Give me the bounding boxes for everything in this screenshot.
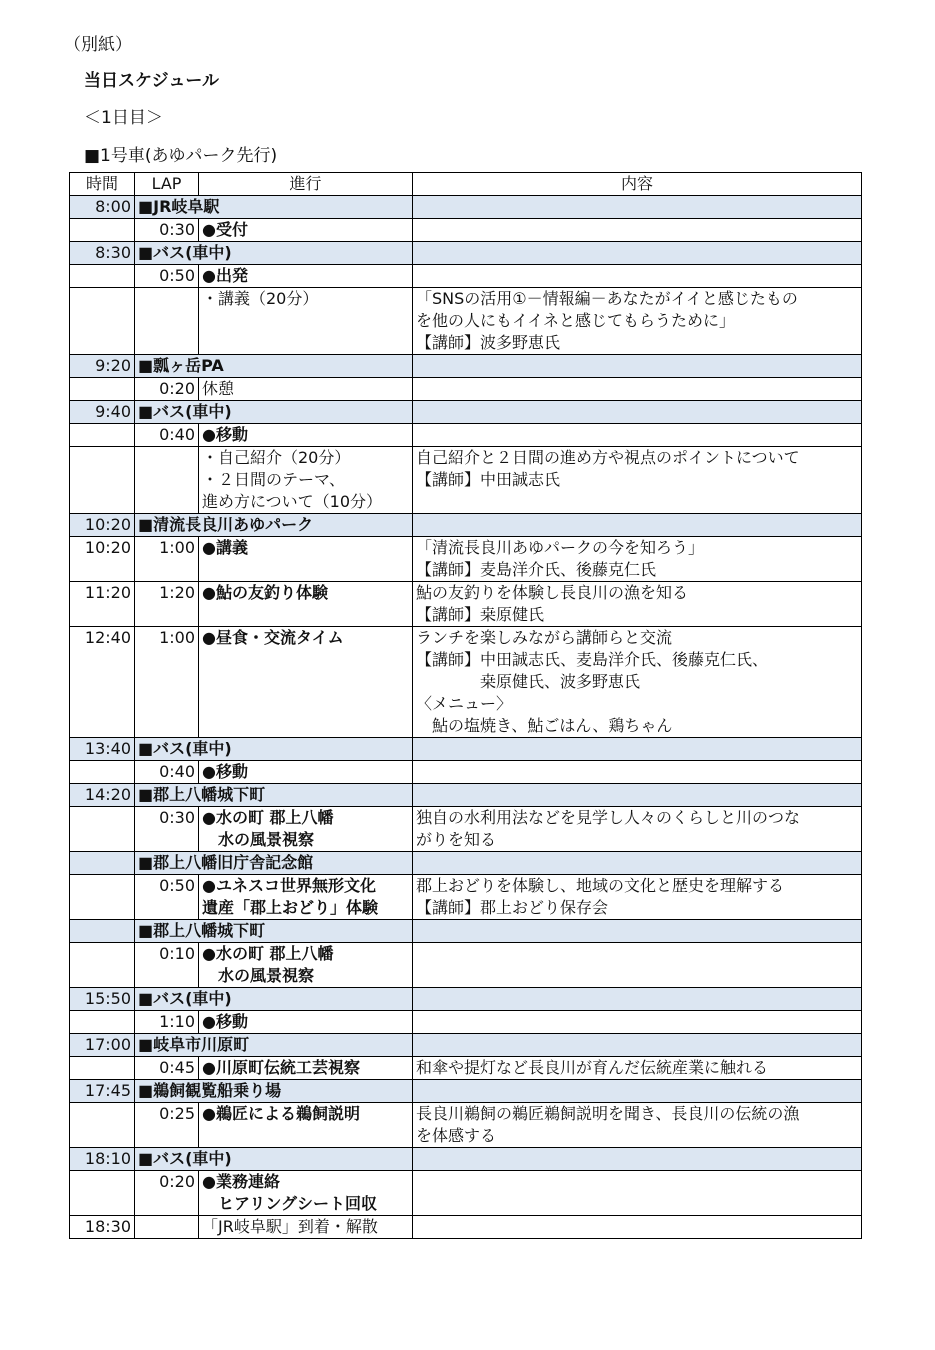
location-row [70, 514, 862, 537]
progress-cell [199, 378, 413, 401]
content-cell [413, 447, 862, 514]
activity-row [70, 219, 862, 242]
location-cell: ■郡上八幡旧庁舎記念館 [135, 852, 413, 875]
time-cell: 10:20 [70, 537, 135, 582]
time-cell [70, 424, 135, 447]
content-line: 長良川鵜飼の鵜匠鵜飼説明を聞き、長良川の伝統の漁 [416, 1104, 800, 1123]
content-cell [413, 265, 862, 288]
schedule-body [70, 196, 862, 1239]
content-cell [413, 288, 862, 355]
progress-line: ●川原町伝統工芸視察 [202, 1058, 360, 1077]
lap-cell: 0:40 [135, 761, 199, 784]
lap-cell: 1:10 [135, 1011, 199, 1034]
content-cell [413, 807, 862, 852]
progress-line: 「JR岐阜駅」到着・解散 [202, 1217, 378, 1236]
content-line: 【講師】中田誠志氏 [416, 470, 561, 489]
progress-line: ・２日間のテーマ、 [202, 470, 346, 489]
content-cell [413, 582, 862, 627]
time-cell: 17:45 [70, 1080, 135, 1103]
time-cell: 12:40 [70, 627, 135, 738]
location-cell: ■岐阜市川原町 [135, 1034, 413, 1057]
lap-cell: 1:20 [135, 582, 199, 627]
content-cell [413, 1034, 862, 1057]
content-cell [413, 988, 862, 1011]
progress-cell [199, 219, 413, 242]
progress-cell [199, 943, 413, 988]
progress-cell [199, 1216, 413, 1239]
content-line: 【講師】中田誠志氏、麦島洋介氏、後藤克仁氏、 [416, 650, 769, 669]
progress-line: ●移動 [202, 762, 248, 781]
column-header-lap: LAP [135, 173, 199, 196]
content-cell [413, 219, 862, 242]
lap-cell: 0:20 [135, 378, 199, 401]
progress-cell [199, 537, 413, 582]
content-line: 鮎の友釣りを体験し長良川の漁を知る [416, 583, 689, 602]
content-cell [413, 514, 862, 537]
content-cell [413, 242, 862, 265]
content-cell [413, 1057, 862, 1080]
activity-row [70, 447, 862, 514]
progress-cell [199, 627, 413, 738]
location-cell: ■JR岐阜駅 [135, 196, 413, 219]
location-row [70, 1148, 862, 1171]
location-row [70, 355, 862, 378]
progress-cell [199, 807, 413, 852]
lap-cell: 0:20 [135, 1171, 199, 1216]
time-cell [70, 265, 135, 288]
location-cell: ■郡上八幡城下町 [135, 920, 413, 943]
time-cell [70, 852, 135, 875]
location-row [70, 920, 862, 943]
content-line: 【講師】波多野恵氏 [416, 333, 561, 352]
progress-line: ●業務連絡 [202, 1172, 280, 1191]
bus-label: ■1号車(あゆパーク先行) [84, 146, 278, 166]
time-cell: 18:30 [70, 1216, 135, 1239]
time-cell: 9:20 [70, 355, 135, 378]
lap-cell: 0:50 [135, 265, 199, 288]
progress-line: ●出発 [202, 266, 248, 285]
activity-row [70, 378, 862, 401]
time-cell [70, 920, 135, 943]
lap-cell: 1:00 [135, 537, 199, 582]
table-header-row [70, 173, 862, 196]
time-cell [70, 807, 135, 852]
page-title: 当日スケジュール [84, 71, 219, 91]
progress-line: ●昼食・交流タイム [202, 628, 344, 647]
progress-cell [199, 447, 413, 514]
activity-row [70, 1057, 862, 1080]
content-cell [413, 196, 862, 219]
time-cell [70, 447, 135, 514]
schedule-table [69, 172, 862, 1239]
location-row [70, 784, 862, 807]
column-header-progress: 進行 [199, 173, 413, 196]
content-cell [413, 1216, 862, 1239]
lap-cell: 0:50 [135, 875, 199, 920]
progress-line: 休憩 [202, 379, 235, 398]
location-cell: ■郡上八幡城下町 [135, 784, 413, 807]
content-cell [413, 761, 862, 784]
progress-line: ●移動 [202, 425, 248, 444]
day-label: ＜1日目＞ [84, 108, 163, 128]
lap-cell: 0:10 [135, 943, 199, 988]
time-cell: 9:40 [70, 401, 135, 424]
time-cell [70, 761, 135, 784]
progress-cell [199, 288, 413, 355]
time-cell: 10:20 [70, 514, 135, 537]
content-line: 独自の水利用法などを見学し人々のくらしと川のつな [416, 808, 801, 827]
progress-cell [199, 1171, 413, 1216]
content-cell [413, 627, 862, 738]
activity-row [70, 288, 862, 355]
progress-line: ・自己紹介（20分） [202, 448, 351, 467]
activity-row [70, 943, 862, 988]
time-cell: 8:30 [70, 242, 135, 265]
time-cell: 15:50 [70, 988, 135, 1011]
progress-line: ●鮎の友釣り体験 [202, 583, 328, 602]
content-line: 鮎の塩焼き、鮎ごはん、鶏ちゃん [416, 716, 673, 735]
progress-line: ●鵜匠による鵜飼説明 [202, 1104, 360, 1123]
location-row [70, 738, 862, 761]
content-line: ランチを楽しみながら講師らと交流 [416, 628, 673, 647]
progress-line: ●ユネスコ世界無形文化 [202, 876, 376, 895]
content-cell [413, 401, 862, 424]
progress-line: ●講義 [202, 538, 248, 557]
time-cell [70, 943, 135, 988]
activity-row [70, 265, 862, 288]
lap-cell: 0:30 [135, 807, 199, 852]
content-cell [413, 537, 862, 582]
progress-cell [199, 1011, 413, 1034]
progress-line: 進め方について（10分） [202, 492, 383, 511]
progress-line: 水の風景視察 [202, 830, 315, 849]
progress-cell [199, 1057, 413, 1080]
content-line: 自己紹介と２日間の進め方や視点のポイントについて [416, 448, 800, 467]
time-cell: 14:20 [70, 784, 135, 807]
activity-row [70, 582, 862, 627]
content-line: 桒原健氏、波多野恵氏 [416, 672, 641, 691]
content-line: 郡上おどりを体験し、地域の文化と歴史を理解する [416, 876, 785, 895]
activity-row [70, 761, 862, 784]
lap-cell [135, 288, 199, 355]
content-cell [413, 920, 862, 943]
location-cell: ■バス(車中) [135, 401, 413, 424]
time-cell [70, 1057, 135, 1080]
progress-line: ●移動 [202, 1012, 248, 1031]
content-cell [413, 1171, 862, 1216]
progress-cell [199, 761, 413, 784]
content-cell [413, 875, 862, 920]
time-cell [70, 219, 135, 242]
content-cell [413, 738, 862, 761]
time-cell [70, 288, 135, 355]
content-cell [413, 852, 862, 875]
content-cell [413, 784, 862, 807]
location-row [70, 988, 862, 1011]
time-cell [70, 875, 135, 920]
content-line: 「清流長良川あゆパークの今を知ろう」 [416, 538, 705, 557]
activity-row [70, 1011, 862, 1034]
content-line: 〈メニュー〉 [416, 694, 513, 713]
progress-cell [199, 1103, 413, 1148]
location-cell: ■鵜飼観覧船乗り場 [135, 1080, 413, 1103]
location-cell: ■瓢ヶ岳PA [135, 355, 413, 378]
activity-row [70, 537, 862, 582]
content-line: を体感する [416, 1126, 497, 1145]
activity-row [70, 1103, 862, 1148]
location-cell: ■清流長良川あゆパーク [135, 514, 413, 537]
location-cell: ■バス(車中) [135, 1148, 413, 1171]
activity-row [70, 424, 862, 447]
progress-cell [199, 875, 413, 920]
time-cell [70, 1103, 135, 1148]
content-line: 「SNSの活用①－情報編－あなたがイイと感じたもの [416, 289, 798, 308]
lap-cell: 0:25 [135, 1103, 199, 1148]
progress-line: ヒアリングシート回収 [202, 1194, 378, 1213]
activity-row [70, 807, 862, 852]
content-line: 【講師】郡上おどり保存会 [416, 898, 609, 917]
time-cell: 8:00 [70, 196, 135, 219]
lap-cell: 0:45 [135, 1057, 199, 1080]
time-cell [70, 1171, 135, 1216]
activity-row [70, 1216, 862, 1239]
time-cell [70, 378, 135, 401]
location-row [70, 242, 862, 265]
time-cell: 17:00 [70, 1034, 135, 1057]
column-header-content: 内容 [413, 173, 862, 196]
time-cell: 11:20 [70, 582, 135, 627]
content-cell [413, 943, 862, 988]
time-cell: 18:10 [70, 1148, 135, 1171]
time-cell: 13:40 [70, 738, 135, 761]
progress-cell [199, 424, 413, 447]
content-cell [413, 424, 862, 447]
progress-line: ・講義（20分） [202, 289, 319, 308]
progress-cell [199, 265, 413, 288]
activity-row [70, 1171, 862, 1216]
content-line: 【講師】麦島洋介氏、後藤克仁氏 [416, 560, 657, 579]
location-row [70, 1034, 862, 1057]
content-cell [413, 1103, 862, 1148]
location-cell: ■バス(車中) [135, 738, 413, 761]
content-line: 【講師】桒原健氏 [416, 605, 545, 624]
location-row [70, 852, 862, 875]
content-line: を他の人にもイイネと感じてもらうために」 [416, 311, 736, 330]
lap-cell: 0:40 [135, 424, 199, 447]
content-line: 和傘や提灯など長良川が育んだ伝統産業に触れる [416, 1058, 769, 1077]
column-header-time: 時間 [70, 173, 135, 196]
location-row [70, 1080, 862, 1103]
lap-cell: 0:30 [135, 219, 199, 242]
content-cell [413, 1080, 862, 1103]
activity-row [70, 627, 862, 738]
progress-cell [199, 582, 413, 627]
location-row [70, 196, 862, 219]
activity-row [70, 875, 862, 920]
content-line: がりを知る [416, 830, 497, 849]
location-cell: ■バス(車中) [135, 988, 413, 1011]
lap-cell [135, 447, 199, 514]
location-row [70, 401, 862, 424]
content-cell [413, 378, 862, 401]
content-cell [413, 355, 862, 378]
progress-line: 水の風景視察 [202, 966, 315, 985]
lap-cell: 1:00 [135, 627, 199, 738]
attachment-label: （別紙） [64, 35, 132, 55]
progress-line: ●水の町 郡上八幡 [202, 944, 334, 963]
content-cell [413, 1148, 862, 1171]
content-cell [413, 1011, 862, 1034]
lap-cell [135, 1216, 199, 1239]
time-cell [70, 1011, 135, 1034]
progress-line: ●水の町 郡上八幡 [202, 808, 334, 827]
location-cell: ■バス(車中) [135, 242, 413, 265]
progress-line: ●受付 [202, 220, 248, 239]
progress-line: 遺産「郡上おどり」体験 [202, 898, 379, 917]
